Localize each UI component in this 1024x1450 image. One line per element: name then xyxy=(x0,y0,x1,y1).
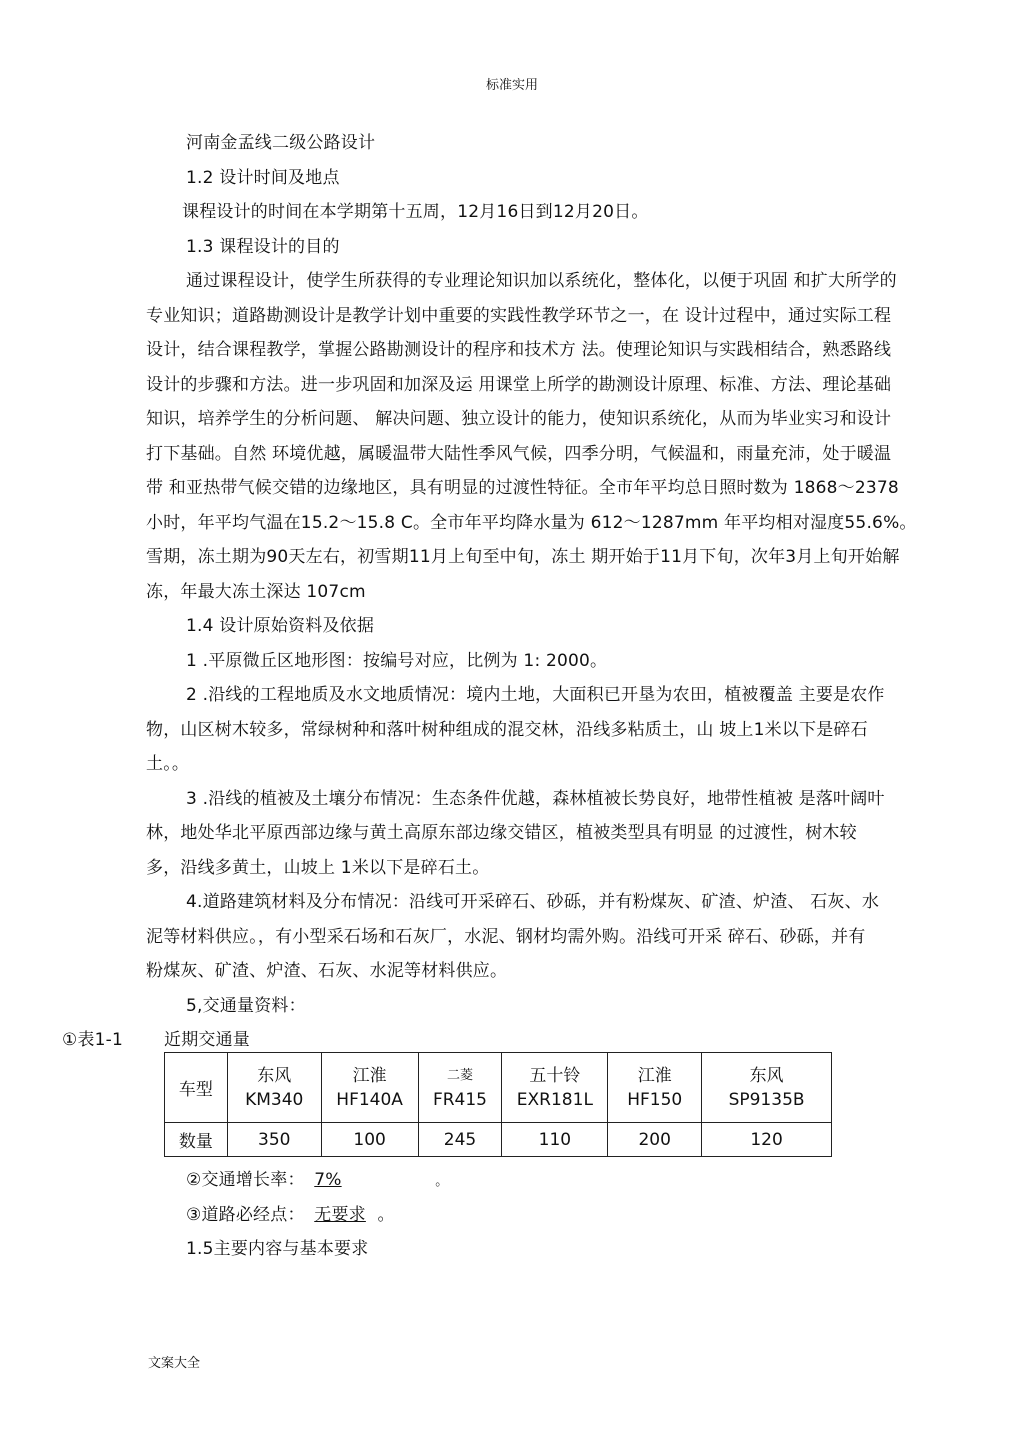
vehicle-count: 350 xyxy=(227,1123,321,1157)
waypoint-line xyxy=(186,1204,395,1226)
vehicle-brand: 东风 xyxy=(749,1065,784,1086)
paragraph-line: 小时，年平均气温在15.2～15.8 C。全市年平均降水量为 612～1287mm 年平均相对湿度55.6%。 xyxy=(146,513,917,533)
page-footer: 文案大全 xyxy=(148,1356,201,1371)
paragraph-line: 雪期，冻土期为90天左右，初雪期11月上旬至中旬，冻土 期开始于11月下旬，次年3月上旬开始解 xyxy=(146,547,900,567)
table-label: ①表1-1 xyxy=(62,1030,124,1050)
item-5: 5,交通量资料： xyxy=(186,996,306,1016)
table-cell xyxy=(321,1053,418,1123)
table-cell xyxy=(702,1053,832,1123)
waypoint-tail: 。 xyxy=(377,1205,395,1225)
item-line: 4.道路建筑材料及分布情况：沿线可开采碎石、砂砾，并有粉煤灰、矿渣、炉渣、 石灰、水 xyxy=(186,892,880,912)
vehicle-brand: 江淮 xyxy=(352,1065,387,1086)
waypoint-value: 无要求 xyxy=(314,1205,366,1225)
growth-rate-label: ②交通增长率： xyxy=(186,1170,305,1190)
waypoint-label: ③道路必经点： xyxy=(186,1205,305,1225)
item-line: 多，沿线多黄土，山坡上 1米以下是碎石土。 xyxy=(146,858,490,878)
vehicle-model: HF140A xyxy=(336,1089,403,1110)
row-header-type: 车型 xyxy=(165,1053,228,1123)
table-row xyxy=(165,1123,832,1157)
vehicle-count: 100 xyxy=(321,1123,418,1157)
growth-rate-line xyxy=(186,1169,448,1193)
table-caption: 近期交通量 xyxy=(164,1030,250,1050)
item-line: 物，山区树木较多，常绿树种和落叶树种组成的混交林，沿线多粘质土，山 坡上1米以下是碎石 xyxy=(146,720,868,740)
vehicle-brand: 五十铃 xyxy=(529,1065,581,1086)
item-line: 2 .沿线的工程地质及水文地质情况：境内土地，大面积已开垦为农田，植被覆盖 主要是农作 xyxy=(186,685,885,705)
table-cell xyxy=(608,1053,702,1123)
paragraph-line: 打下基础。自然 环境优越，属暖温带大陆性季风气候，四季分明，气候温和，雨量充沛，处于暖温 xyxy=(146,444,892,464)
vehicle-model: HF150 xyxy=(627,1089,683,1110)
vehicle-count: 200 xyxy=(608,1123,702,1157)
vehicle-brand: 江淮 xyxy=(637,1065,672,1086)
vehicle-brand: 二菱 xyxy=(446,1067,473,1083)
vehicle-count: 110 xyxy=(502,1123,608,1157)
table-cell xyxy=(418,1053,502,1123)
table-cell xyxy=(227,1053,321,1123)
vehicle-model: SP9135B xyxy=(728,1089,805,1110)
vehicle-model: FR415 xyxy=(432,1089,487,1110)
paragraph-line: 带 和亚热带气候交错的边缘地区，具有明显的过渡性特征。全市年平均总日照时数为 1868～2378 xyxy=(146,478,899,498)
vehicle-count: 245 xyxy=(418,1123,502,1157)
item-1: 1 .平原微丘区地形图：按编号对应，比例为 1: 2000。 xyxy=(186,651,608,671)
item-line: 土。。 xyxy=(146,754,190,774)
paragraph-line: 冻，年最大冻土深达 107cm xyxy=(146,582,366,602)
section-1-2-text: 课程设计的时间在本学期第十五周，12月16日到12月20日。 xyxy=(182,202,649,222)
growth-rate-value: 7% xyxy=(314,1170,342,1190)
section-1-4-heading: 1.4 设计原始资料及依据 xyxy=(186,616,375,636)
paragraph-line: 知识，培养学生的分析问题、 解决问题、独立设计的能力，使知识系统化，从而为毕业实习和设计 xyxy=(146,409,892,429)
page-header: 标准实用 xyxy=(485,78,538,93)
section-1-3-heading: 1.3 课程设计的目的 xyxy=(186,237,340,257)
vehicle-count: 120 xyxy=(702,1123,832,1157)
traffic-table xyxy=(164,1052,832,1157)
paragraph-line: 设计，结合课程教学，掌握公路勘测设计的程序和技术方 法。使理论知识与实践相结合，熟悉路线 xyxy=(146,340,892,360)
vehicle-model: KM340 xyxy=(245,1089,304,1110)
row-header-count: 数量 xyxy=(165,1123,228,1157)
table-cell xyxy=(502,1053,608,1123)
paragraph-line: 通过课程设计，使学生所获得的专业理论知识加以系统化，整体化，以便于巩固 和扩大所学的 xyxy=(186,271,897,291)
section-1-2-heading: 1.2 设计时间及地点 xyxy=(186,168,340,188)
paragraph-line: 设计的步骤和方法。进一步巩固和加深及运 用课堂上所学的勘测设计原理、标准、方法、理论基础 xyxy=(146,375,892,395)
table-row xyxy=(165,1053,832,1123)
item-line: 3 .沿线的植被及土壤分布情况：生态条件优越，森林植被长势良好，地带性植被 是落叶阔叶 xyxy=(186,789,885,809)
growth-rate-tail: 。 xyxy=(435,1174,449,1189)
item-line: 林，地处华北平原西部边缘与黄土高原东部边缘交错区，植被类型具有明显 的过渡性，树木较 xyxy=(146,823,857,843)
item-line: 粉煤灰、矿渣、炉渣、石灰、水泥等材料供应。 xyxy=(146,961,508,981)
vehicle-brand: 东风 xyxy=(257,1065,292,1086)
vehicle-model: EXR181L xyxy=(516,1089,593,1110)
item-line: 泥等材料供应。，有小型采石场和石灰厂，水泥、钢材均需外购。沿线可开采 碎石、砂砾，并有 xyxy=(146,927,866,947)
paragraph-line: 专业知识；道路勘测设计是教学计划中重要的实践性教学环节之一，在 设计过程中，通过实际工程 xyxy=(146,306,892,326)
section-1-5-heading: 1.5主要内容与基本要求 xyxy=(186,1239,369,1259)
doc-title: 河南金孟线二级公路设计 xyxy=(186,133,376,153)
